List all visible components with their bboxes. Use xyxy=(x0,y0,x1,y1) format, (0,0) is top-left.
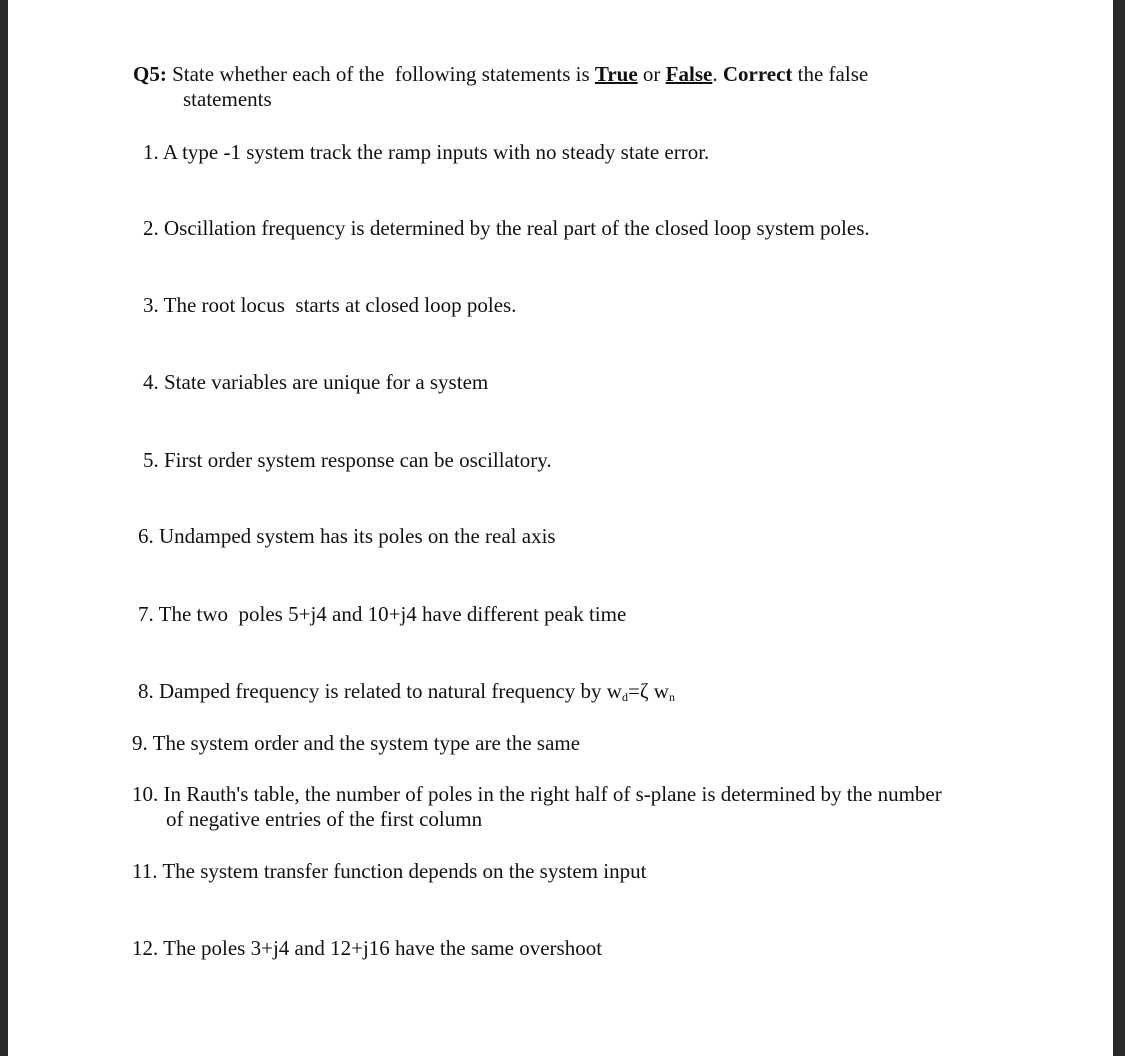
statement-2 xyxy=(143,216,870,241)
statement-number: 7. xyxy=(138,602,154,626)
question-label: Q5: xyxy=(133,62,167,86)
statement-8 xyxy=(138,679,675,710)
statement-10 xyxy=(132,782,942,807)
or-word: or xyxy=(637,62,666,86)
statement-5 xyxy=(143,448,552,473)
statement-number: 4. xyxy=(143,370,159,394)
statement-number: 8. xyxy=(138,679,154,703)
statement-12 xyxy=(132,936,602,961)
statement-number: 12. xyxy=(132,936,159,960)
statement-number: 10. xyxy=(132,782,159,806)
statement-text: The system order and the system type are the same xyxy=(152,731,581,755)
statement-9 xyxy=(132,731,580,756)
statement-number: 2. xyxy=(143,216,159,240)
document-page xyxy=(8,0,1113,1056)
correct-word: Correct xyxy=(722,62,793,86)
statement-text: A type -1 system track the ramp inputs with no steady state error. xyxy=(162,140,710,164)
false-word: False xyxy=(665,62,713,86)
statement-11 xyxy=(132,859,646,884)
question-prefix: State whether each of the following statements is xyxy=(172,62,595,86)
statement-text: The system transfer function depends on the system input xyxy=(162,859,647,883)
statement-number: 11. xyxy=(132,859,158,883)
subscript-d: d xyxy=(621,690,628,704)
question-heading xyxy=(133,62,868,87)
question-heading-line2: statements xyxy=(183,87,272,111)
statement-text: First order system response can be oscillatory. xyxy=(164,448,552,472)
statement-text: In Rauth's table, the number of poles in the right half of s-plane is determined by the number xyxy=(163,782,942,806)
statement-text: The root locus starts at closed loop poles. xyxy=(163,293,517,317)
statement-4 xyxy=(143,370,488,395)
statement-10-line2: of negative entries of the first column xyxy=(166,807,483,831)
statement-text: The poles 3+j4 and 12+j16 have the same overshoot xyxy=(163,936,603,960)
statement-text: Oscillation frequency is determined by the real part of the closed loop system poles. xyxy=(164,216,870,240)
statement-text: Damped frequency is related to natural frequency by w xyxy=(159,679,622,703)
question-suffix: the false xyxy=(792,62,869,86)
period: . xyxy=(712,62,723,86)
statement-number: 1. xyxy=(143,140,159,164)
statement-1 xyxy=(143,140,709,165)
statement-text: Undamped system has its poles on the real axis xyxy=(159,524,556,548)
statement-number: 3. xyxy=(143,293,159,317)
statement-number: 9. xyxy=(132,731,148,755)
statement-3 xyxy=(143,293,516,318)
statement-text: State variables are unique for a system xyxy=(164,370,489,394)
statement-7 xyxy=(138,602,626,627)
true-word: True xyxy=(594,62,638,86)
subscript-n: n xyxy=(668,690,675,704)
statement-text: The two poles 5+j4 and 10+j4 have different peak time xyxy=(158,602,627,626)
statement-number: 6. xyxy=(138,524,154,548)
statement-text-mid: =ζ w xyxy=(627,679,669,703)
statement-6 xyxy=(138,524,556,549)
statement-number: 5. xyxy=(143,448,159,472)
